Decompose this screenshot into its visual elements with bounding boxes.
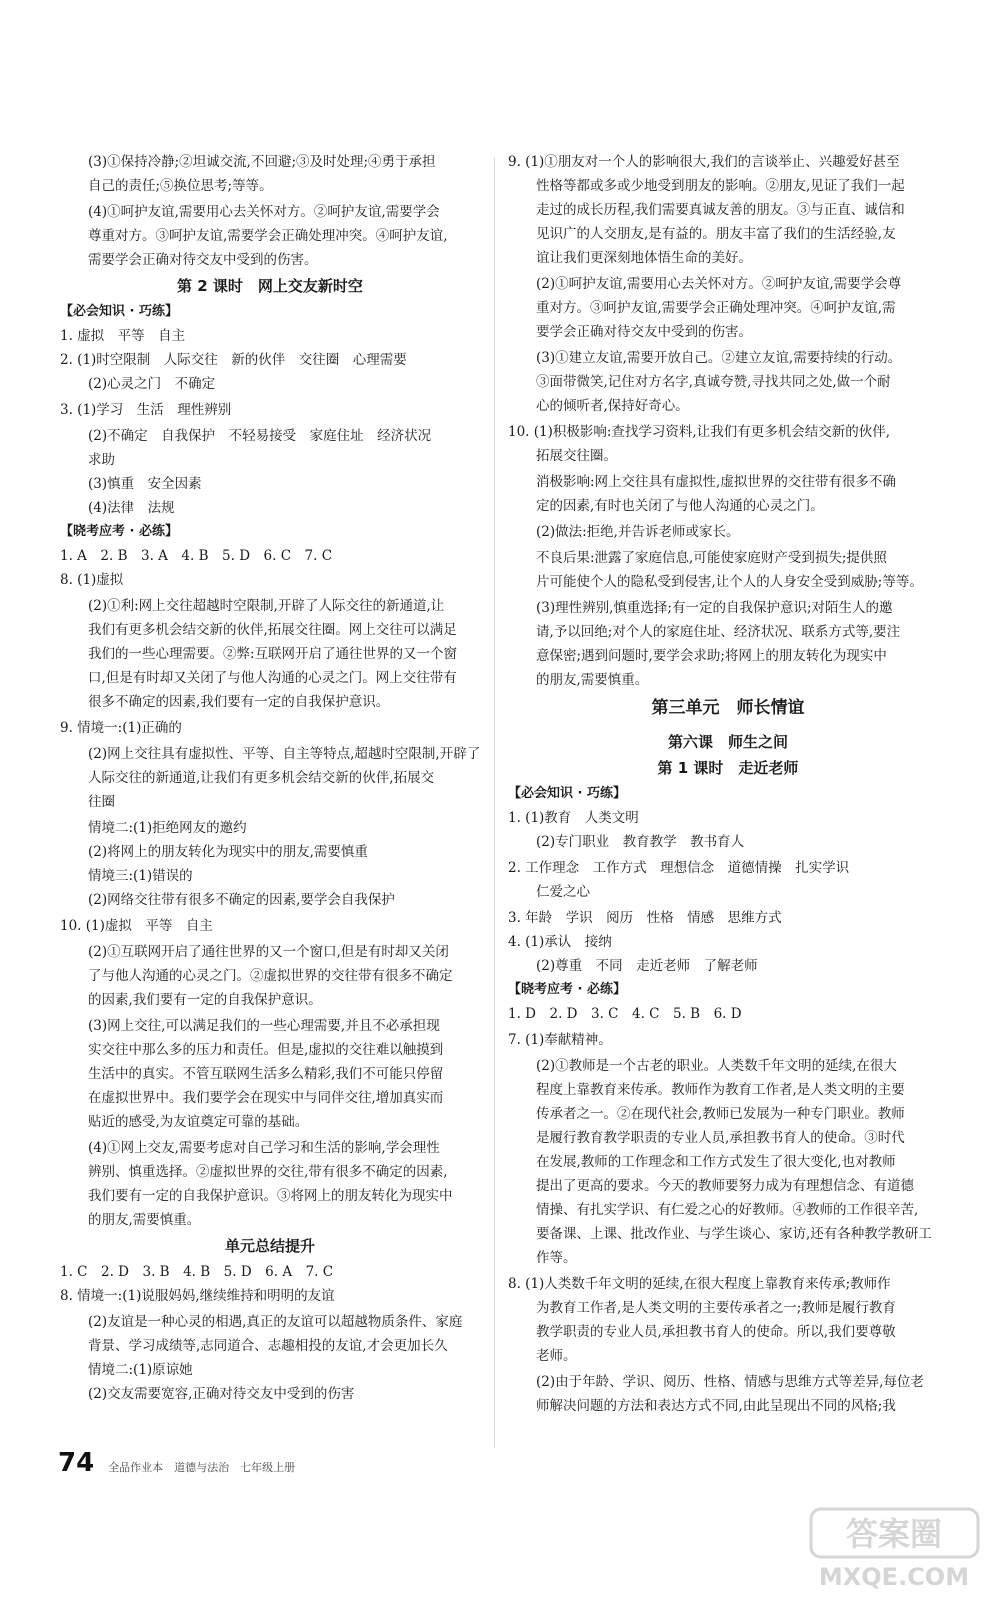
text-line: 请,予以回绝;对个人的家庭住址、经济状况、联系方式等,要注	[536, 624, 901, 640]
text-line: 2. (1)时空限制 人际交往 新的伙伴 交往圈 心理需要	[60, 352, 407, 368]
text-line: (4)①网上交友,需要考虑对自己学习和生活的影响,学会理性	[88, 1140, 440, 1156]
watermark-bottom-text: MXQE.COM	[818, 1563, 970, 1591]
text-line: 要学会正确对待交友中受到的伤害。	[536, 324, 752, 340]
section-tag: 【必会知识 · 巧练】	[508, 786, 626, 801]
text-line: (3)慎重 安全因素	[88, 476, 202, 492]
text-line: 消极影响:网上交往具有虚拟性,虚拟世界的交往带有很多不确	[536, 474, 896, 490]
section-heading: 第三单元 师长情谊	[651, 698, 805, 718]
text-line: 情境三:(1)错误的	[88, 868, 193, 884]
page-number: 74	[58, 1448, 95, 1478]
text-line: 程度上靠教育来传承。教师作为教育工作者,是人类文明的主要	[536, 1082, 905, 1098]
text-line: 片可能使个人的隐私受到侵害,让个人的人身安全受到威胁;等等。	[536, 574, 923, 590]
text-line: 走过的成长历程,我们需要真诚友善的朋友。③与正直、诚信和	[536, 202, 905, 218]
text-line: 7. (1)奉献精神。	[508, 1032, 612, 1048]
text-line: 见识广的人交朋友,是有益的。朋友丰富了我们的生活经验,友	[536, 226, 896, 242]
text-line: 10. (1)虚拟 平等 自主	[60, 918, 213, 934]
book-title: 全品作业本 道德与法治 七年级上册	[108, 1461, 296, 1474]
column-divider	[494, 158, 495, 1448]
text-line: 情境二:(1)拒绝网友的邀约	[88, 820, 247, 836]
text-line: 贴近的感受,为友谊奠定可靠的基础。	[88, 1114, 309, 1130]
text-line: 仁爱之心	[536, 884, 590, 900]
text-line: 提出了更高的要求。今天的教师要努力成为有理想信念、有道德	[536, 1178, 914, 1194]
text-line: 8. 情境一:(1)说服妈妈,继续维持和明明的友谊	[60, 1288, 335, 1304]
text-line: 的因素,我们要有一定的自我保护意识。	[88, 992, 322, 1008]
text-line: 口,但是有时却又关闭了与他人沟通的心灵之门。网上交往带有	[88, 670, 457, 686]
section-tag: 【晓考应考 · 必练】	[508, 982, 626, 997]
section-tag: 【必会知识 · 巧练】	[60, 304, 178, 319]
text-line: (2)尊重 不同 走近老师 了解老师	[536, 958, 758, 974]
text-line: (2)①呵护友谊,需要用心去关怀对方。②呵护友谊,需要学会尊	[536, 276, 902, 292]
text-line: 是履行教育教学职责的专业人员,承担教书育人的使命。③时代	[536, 1130, 905, 1146]
text-line: 意保密;遇到问题时,要学会求助;将网上的朋友转化为现实中	[536, 648, 887, 664]
text-line: 我们要有一定的自我保护意识。③将网上的朋友转化为现实中	[88, 1188, 453, 1204]
text-line: 心的倾听者,保持好奇心。	[536, 398, 689, 414]
text-line: 为教育工作者,是人类文明的主要传承者之一;教师是履行教育	[536, 1300, 896, 1316]
text-line: 1. 虚拟 平等 自主	[60, 328, 186, 344]
text-line: 我们的一些心理需要。②弊:互联网开启了通往世界的又一个窗	[88, 646, 458, 662]
text-line: 1. A 2. B 3. A 4. B 5. D 6. C 7. C	[60, 548, 333, 564]
section-heading: 单元总结提升	[224, 1237, 315, 1255]
text-line: (2)网络交往带有很多不确定的因素,要学会自我保护	[88, 892, 395, 908]
text-line: (2)由于年龄、学识、阅历、性格、情感与思维方式等差异,每位老	[536, 1374, 924, 1390]
text-line: 背景、学习成绩等,志同道合、志趣相投的友谊,才会更加长久	[88, 1338, 448, 1354]
text-line: 情操、有扎实学识、有仁爱之心的好教师。④教师的工作很辛苦,	[536, 1202, 919, 1218]
text-line: 性格等都或多或少地受到朋友的影响。②朋友,见证了我们一起	[536, 178, 905, 194]
text-line: 辨别、慎重选择。②虚拟世界的交往,带有很多不确定的因素,	[88, 1164, 448, 1180]
text-line: 10. (1)积极影响:查找学习资料,让我们有更多机会结交新的伙伴,	[508, 424, 891, 440]
text-line: 3. 年龄 学识 阅历 性格 情感 思维方式	[508, 910, 782, 926]
text-line: 定的因素,有时也关闭了与他人沟通的心灵之门。	[536, 498, 824, 514]
text-line: (2)将网上的朋友转化为现实中的朋友,需要慎重	[88, 844, 368, 860]
text-line: 情境二:(1)原谅她	[88, 1362, 193, 1378]
text-line: 2. 工作理念 工作方式 理想信念 道德情操 扎实学识	[508, 860, 850, 876]
section-heading: 第六课 师生之间	[667, 733, 788, 751]
text-line: 1. (1)教育 人类文明	[508, 810, 639, 826]
watermark-top-text: 答案圈	[845, 1515, 943, 1553]
text-line: 8. (1)虚拟	[60, 572, 124, 588]
page-footer	[58, 1448, 295, 1478]
text-line: (3)①建立友谊,需要开放自己。②建立友谊,需要持续的行动。	[536, 350, 902, 366]
text-line: (2)①互联网开启了通往世界的又一个窗口,但是有时却又关闭	[88, 944, 449, 960]
text-line: 谊让我们更深刻地体悟生命的美好。	[536, 250, 752, 266]
text-line: 4. (1)承认 接纳	[508, 934, 612, 950]
text-line: (2)心灵之门 不确定	[88, 376, 216, 392]
text-line: 很多不确定的因素,我们要有一定的自我保护意识。	[88, 694, 390, 710]
text-line: 1. D 2. D 3. C 4. C 5. B 6. D	[508, 1006, 742, 1022]
text-line: (2)专门职业 教育教学 教书育人	[536, 834, 745, 850]
text-line: 往圈	[88, 794, 115, 810]
text-line: (4)法律 法规	[88, 500, 175, 516]
text-line: 1. C 2. D 3. B 4. B 5. D 6. A 7. C	[60, 1264, 334, 1280]
text-line: 求助	[88, 452, 115, 468]
text-line: (3)①保持冷静;②坦诚交流,不回避;③及时处理;④勇于承担	[88, 154, 436, 170]
text-line: 9. 情境一:(1)正确的	[60, 720, 182, 736]
text-line: 3. (1)学习 生活 理性辨别	[60, 402, 232, 418]
text-line: 尊重对方。③呵护友谊,需要学会正确处理冲突。④呵护友谊,	[88, 228, 448, 244]
text-line: ③面带微笑,记住对方名字,真诚夸赞,寻找共同之处,做一个耐	[536, 374, 891, 390]
section-tag: 【晓考应考 · 必练】	[60, 524, 178, 539]
text-line: 教学职责的专业人员,承担教书育人的使命。所以,我们要尊敬	[536, 1324, 896, 1340]
text-line: (3)网上交往,可以满足我们的一些心理需要,并且不必承担现	[88, 1018, 440, 1034]
section-heading: 第 1 课时 走近老师	[657, 759, 799, 777]
text-line: 老师。	[536, 1348, 577, 1364]
text-line: 自己的责任;⑤换位思考;等等。	[88, 178, 273, 194]
text-line: 的朋友,需要慎重。	[88, 1212, 201, 1228]
text-line: (2)①利:网上交往超越时空限制,开辟了人际交往的新通道,让	[88, 598, 445, 614]
text-line: (2)网上交往具有虚拟性、平等、自主等特点,超越时空限制,开辟了	[88, 746, 480, 762]
text-line: 了与他人沟通的心灵之门。②虚拟世界的交往带有很多不确定	[88, 968, 453, 984]
text-line: 要备课、上课、批改作业、与学生谈心、家访,还有各种教学教研工	[536, 1226, 932, 1242]
text-line: 师解决问题的方法和表达方式不同,由此呈现出不同的风格;我	[536, 1398, 896, 1414]
text-line: 传承者之一。②在现代社会,教师已发展为一种专门职业。教师	[536, 1106, 905, 1122]
text-line: 重对方。③呵护友谊,需要学会正确处理冲突。④呵护友谊,需	[536, 300, 896, 316]
text-line: (2)①教师是一个古老的职业。人类数千年文明的延续,在很大	[536, 1058, 897, 1074]
text-line: 拓展交往圈。	[536, 448, 617, 464]
text-line: 需要学会正确对待交友中受到的伤害。	[88, 252, 318, 268]
text-line: (2)不确定 自我保护 不轻易接受 家庭住址 经济状况	[88, 428, 432, 444]
text-line: (2)交友需要宽容,正确对待交友中受到的伤害	[88, 1386, 355, 1402]
text-line: 生活中的真实。不管互联网生活多么精彩,我们不可能只停留	[88, 1066, 444, 1082]
text-line: 我们有更多机会结交新的伙伴,拓展交往圈。网上交往可以满足	[88, 622, 457, 638]
watermark-logo	[807, 1505, 982, 1593]
text-line: 在发展,教师的工作理念和工作方式发生了很大变化,也对教师	[536, 1154, 896, 1170]
text-line: 9. (1)①朋友对一个人的影响很大,我们的言谈举止、兴趣爱好甚至	[508, 154, 900, 170]
text-line: 人际交往的新通道,让我们有更多机会结交新的伙伴,拓展交	[88, 770, 435, 786]
text-line: 不良后果:泄露了家庭信息,可能使家庭财产受到损失;提供照	[536, 550, 887, 566]
text-line: 的朋友,需要慎重。	[536, 672, 649, 688]
text-line: 在虚拟世界中。我们要学会在现实中与同伴交往,增加真实而	[88, 1090, 444, 1106]
text-line: 实交往中那么多的压力和责任。但是,虚拟的交往难以触摸到	[88, 1042, 444, 1058]
text-line: (4)①呵护友谊,需要用心去关怀对方。②呵护友谊,需要学会	[88, 204, 440, 220]
text-line: (3)理性辨别,慎重选择;有一定的自我保护意识;对陌生人的邀	[536, 600, 893, 616]
text-line: 8. (1)人类数千年文明的延续,在很大程度上靠教育来传承;教师作	[508, 1276, 891, 1292]
text-line: 作等。	[536, 1250, 577, 1266]
text-line: (2)做法:拒绝,并告诉老师或家长。	[536, 524, 740, 540]
text-line: (2)友谊是一种心灵的相遇,真正的友谊可以超越物质条件、家庭	[88, 1314, 463, 1330]
section-heading: 第 2 课时 网上交友新时空	[177, 277, 363, 295]
